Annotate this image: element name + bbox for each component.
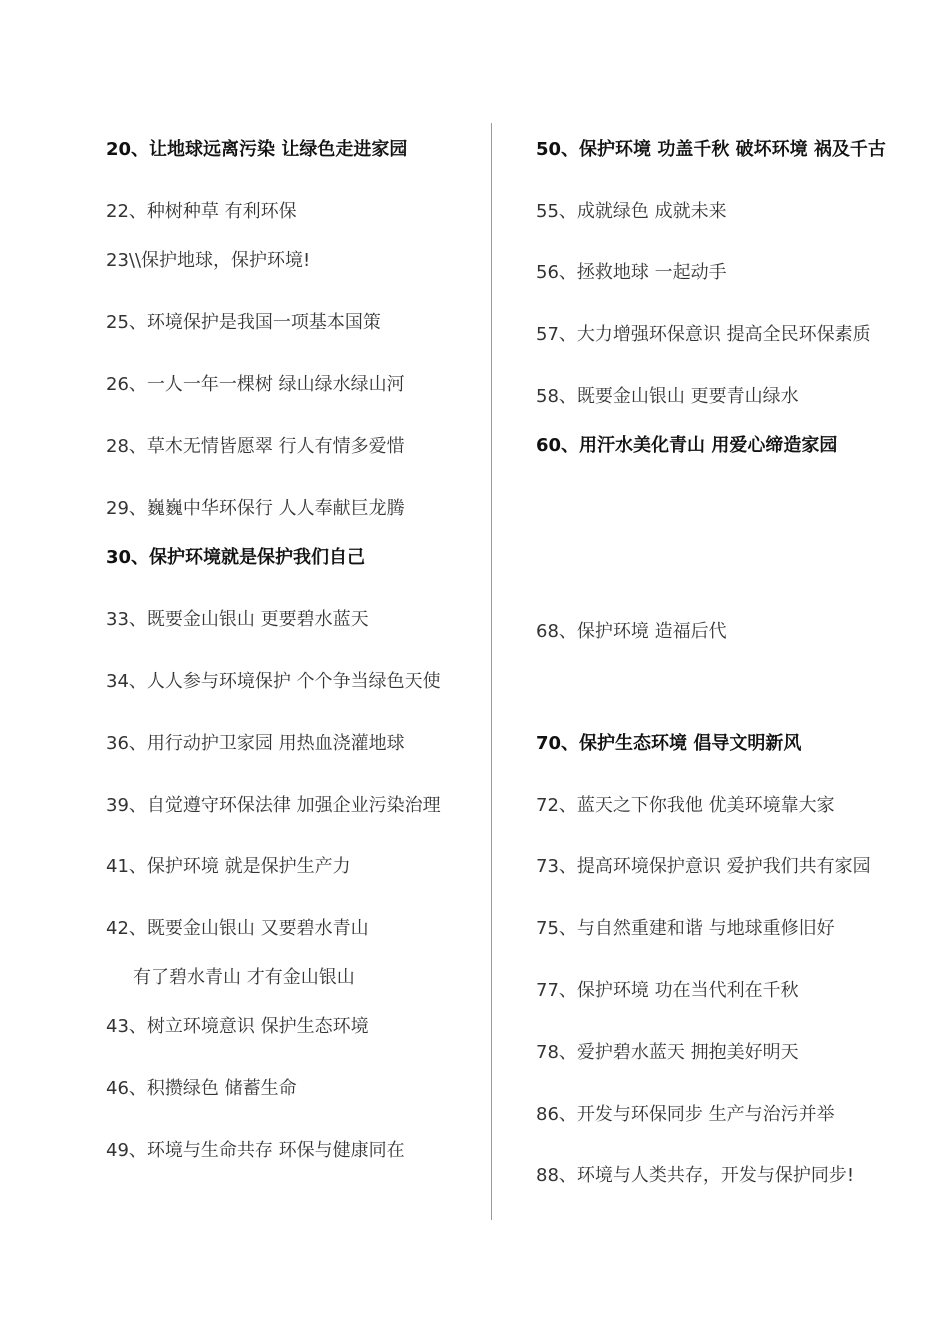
slogan-item: 39、自觉遵守环保法律 加强企业污染治理 [106,795,441,816]
slogan-item: 77、保护环境 功在当代利在千秋 [536,980,799,1001]
slogan-item: 56、拯救地球 一起动手 [536,262,727,283]
slogan-item: 46、积攒绿色 储蓄生命 [106,1078,297,1099]
slogan-item: 25、环境保护是我国一项基本国策 [106,312,381,333]
slogan-item: 72、蓝天之下你我他 优美环境靠大家 [536,795,835,816]
slogan-item: 58、既要金山银山 更要青山绿水 [536,386,799,407]
slogan-item: 70、保护生态环境 倡导文明新风 [536,733,802,754]
slogan-item: 26、一人一年一棵树 绿山绿水绿山河 [106,374,405,395]
slogan-item: 57、大力增强环保意识 提高全民环保素质 [536,324,871,345]
slogan-item: 23\\保护地球，保护环境! [106,250,311,271]
slogan-item: 50、保护环境 功盖千秋 破坏环境 祸及千古 [536,139,886,160]
slogan-item: 55、成就绿色 成就未来 [536,201,727,222]
slogan-item: 88、环境与人类共存，开发与保护同步! [536,1165,855,1186]
column-divider [491,123,492,1220]
slogan-item: 86、开发与环保同步 生产与治污并举 [536,1104,835,1125]
slogan-item: 33、既要金山银山 更要碧水蓝天 [106,609,369,630]
slogan-item: 28、草木无情皆愿翠 行人有情多爱惜 [106,436,405,457]
slogan-item: 42、既要金山银山 又要碧水青山 [106,918,369,939]
slogan-item: 29、巍巍中华环保行 人人奉献巨龙腾 [106,498,405,519]
slogan-item: 73、提高环境保护意识 爱护我们共有家园 [536,856,871,877]
slogan-item: 78、爱护碧水蓝天 拥抱美好明天 [536,1042,799,1063]
slogan-item: 41、保护环境 就是保护生产力 [106,856,351,877]
slogan-item: 22、种树种草 有利环保 [106,201,297,222]
slogan-item: 60、用汗水美化青山 用爱心缔造家园 [536,435,838,456]
slogan-item: 49、环境与生命共存 环保与健康同在 [106,1140,405,1161]
slogan-item: 75、与自然重建和谐 与地球重修旧好 [536,918,835,939]
slogan-item-continuation: 有了碧水青山 才有金山银山 [133,967,355,988]
slogan-item: 68、保护环境 造福后代 [536,621,727,642]
slogan-item: 36、用行动护卫家园 用热血浇灌地球 [106,733,405,754]
slogan-item: 20、让地球远离污染 让绿色走进家园 [106,139,408,160]
slogan-item: 34、人人参与环境保护 个个争当绿色天使 [106,671,441,692]
slogan-item: 30、保护环境就是保护我们自己 [106,547,366,568]
slogan-item: 43、树立环境意识 保护生态环境 [106,1016,369,1037]
